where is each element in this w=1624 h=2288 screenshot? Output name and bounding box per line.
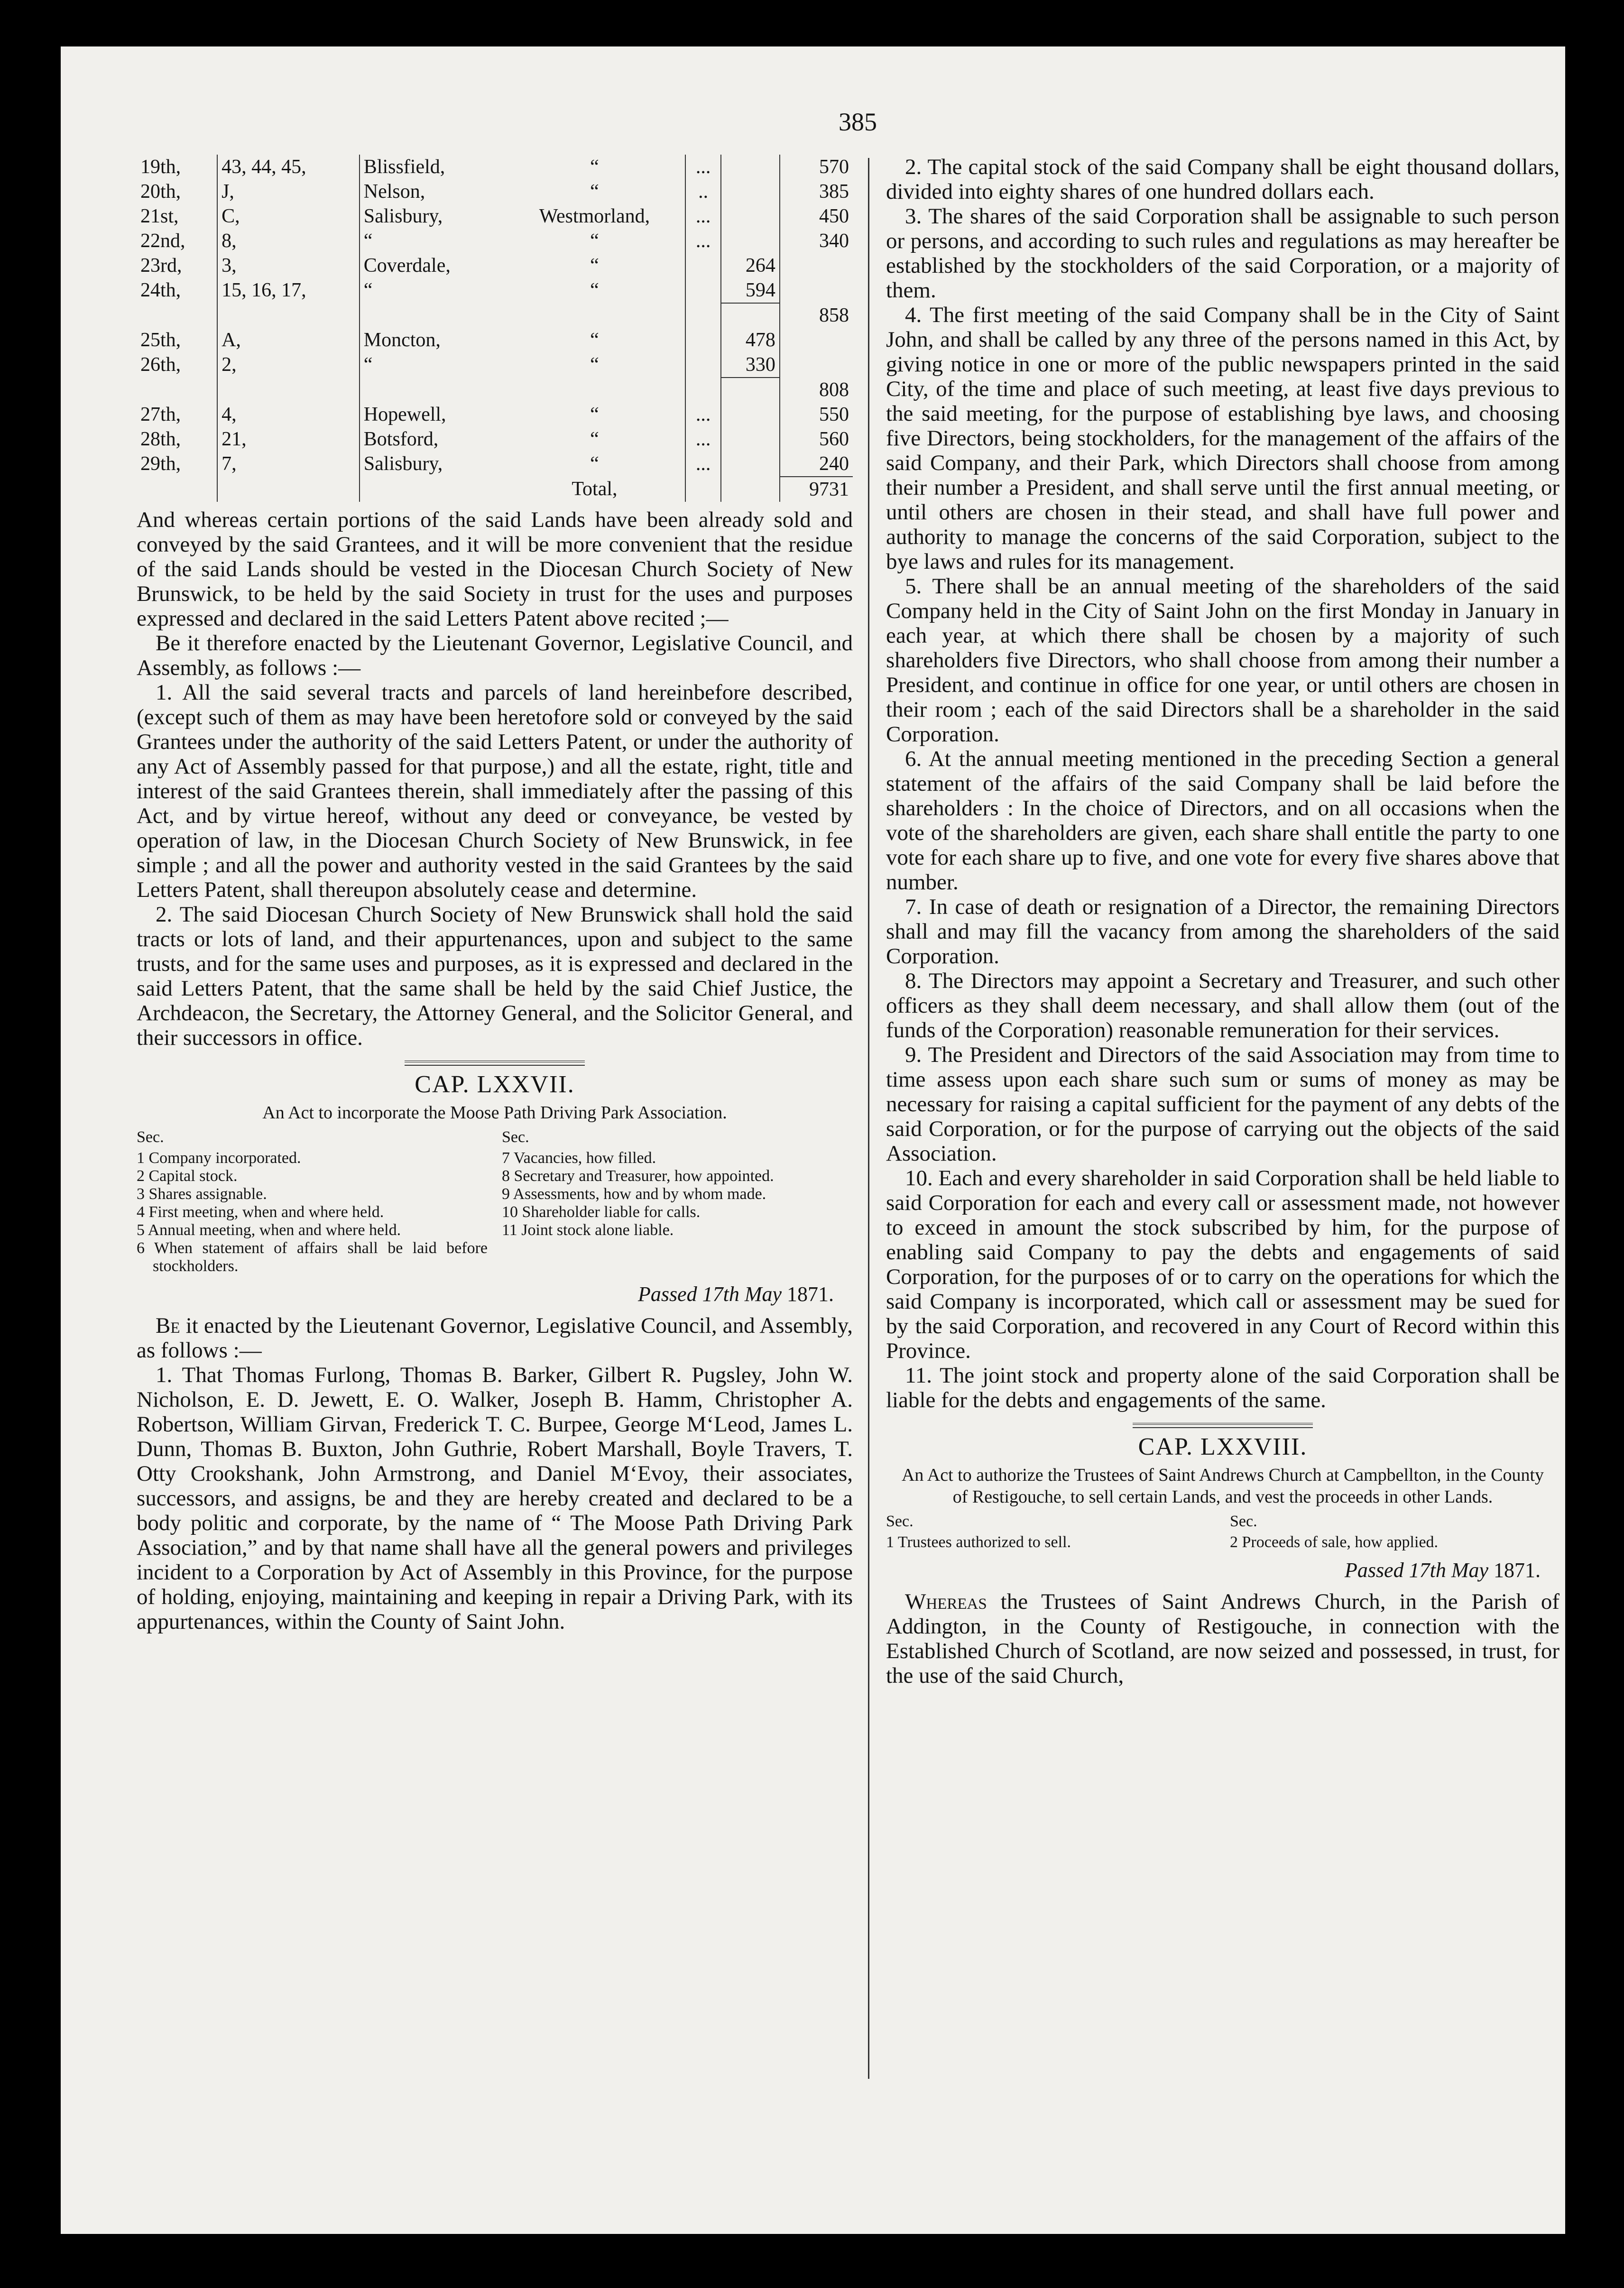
grant-cell-total: 240 — [780, 452, 853, 477]
grant-cell-parish: “ — [360, 229, 504, 253]
grant-cell-total: 808 — [780, 378, 853, 402]
sec-label: Sec. — [502, 1128, 529, 1146]
grant-row — [137, 328, 853, 352]
grant-cell-county: “ — [590, 230, 599, 252]
grant-cell-sub — [721, 303, 780, 328]
grant-cell-parish: Blissfield, — [360, 155, 504, 179]
grant-cell-dots — [685, 278, 721, 303]
grant-cell-parish — [360, 303, 504, 328]
grant-row — [137, 303, 853, 328]
section-list-item: 2 Proceeds of sale, how applied. — [1230, 1533, 1439, 1551]
grant-row — [137, 155, 853, 179]
grant-cell-sub: 478 — [721, 328, 780, 352]
cap-78-whereas: Whereas the Trustees of Saint Andrews Church, in the Parish of Addington, in the County of Restigouche, in connection with the Established Church of Scotland, are now seized and possessed, in trust, for the use of the said Church, — [886, 1589, 1559, 1688]
grant-cell-parish: Hopewell, — [360, 402, 504, 427]
grant-row — [137, 427, 853, 452]
grant-cell-county: “ — [590, 354, 599, 376]
grant-cell-parish: Moncton, — [360, 328, 504, 352]
grant-cell-ord — [137, 378, 217, 402]
grant-cell-county: “ — [590, 329, 599, 351]
section-list-item: 10 Shareholder liable for calls. — [502, 1203, 701, 1221]
grant-cell-ord: 27th, — [140, 404, 181, 425]
section-list-item: 2 Capital stock. — [137, 1167, 238, 1185]
grant-cell-lots: 8, — [217, 229, 360, 253]
cap-78-heading: CAP. LXXVIII. — [1138, 1433, 1308, 1460]
grant-cell-ord: 19th, — [140, 156, 181, 178]
grant-cell-dots: ... — [685, 402, 721, 427]
grant-cell-parish: Coverdale, — [360, 253, 504, 278]
grant-cell-sub: 330 — [721, 352, 780, 378]
grant-cell-total: 340 — [780, 229, 853, 253]
cap-77-title: An Act to incorporate the Moose Path Driving Park Association. — [262, 1103, 727, 1123]
document-page — [61, 46, 1565, 2234]
grant-cell-ord: 25th, — [140, 329, 181, 351]
grant-row — [137, 229, 853, 253]
grant-cell-parish: Botsford, — [360, 427, 504, 452]
grant-cell-sub — [721, 155, 780, 179]
grant-cell-dots: ... — [685, 452, 721, 477]
cap-77-section-2: 2. The capital stock of the said Company shall be eight thousand dollars, divided into eighty shares of one hundred dollars each. — [886, 155, 1559, 204]
grant-cell-parish: “ — [360, 278, 504, 303]
cap-78-title: An Act to authorize the Trustees of Saint Andrews Church at Campbellton, in the County of Restigouche, to sell certain Lands, and vest the proceeds in other Lands. — [901, 1465, 1544, 1507]
grant-cell-lots: 3, — [217, 253, 360, 278]
grant-cell-sub: 594 — [721, 278, 780, 303]
grant-cell-sub — [721, 427, 780, 452]
cap-78-passed-date: Passed 17th May 1871. — [1344, 1559, 1541, 1582]
left-column — [137, 155, 853, 1634]
grant-cell-dots: .. — [685, 179, 721, 204]
section-list-item: 4 First meeting, when and where held. — [137, 1203, 384, 1221]
section-list-item: 3 Shares assignable. — [137, 1185, 267, 1203]
grant-cell-lots: A, — [217, 328, 360, 352]
grant-cell-total: 560 — [780, 427, 853, 452]
grant-cell-dots — [685, 378, 721, 402]
whereas-paragraph: And whereas certain portions of the said Lands have been already sold and conveyed by the said Grantees, and it will be more convenient that the residue of the said Lands should be vested in the Diocesan Church Society of New Brunswick, to be held by the said Society in trust for the uses and purposes expressed and declared in the said Letters Patent above recited ;— — [137, 507, 853, 631]
cap-77-section-6: 6. At the annual meeting mentioned in the preceding Section a general statement of the affairs of the said Company shall be laid before the shareholders : In the choice of Directors, and on all occasions when the vote of the shareholders are given, each share shall entitle the party to one vote for each share up to five, and one vote for every five shares above that number. — [886, 747, 1559, 895]
cap-77-section-8: 8. The Directors may appoint a Secretary and Treasurer, and such other officers as they shall deem necessary, and shall allow them (out of the funds of the Corporation) reasonable remuneration for their services. — [886, 969, 1559, 1043]
grant-row — [137, 402, 853, 427]
grant-cell-total: 570 — [780, 155, 853, 179]
cap-77-section-10: 10. Each and every shareholder in said Corporation shall be held liable to said Corporation for each and every call or assessment made, not however to exceed in amount the stock subscribed by him, for the purpose of enabling said Company to pay the debts and engagements of said Corporation, for the purposes of or to carry on the operations for which the said Company is incorporated, which call or assessment may be sued for by the said Corporation, and recovered in any Court of Record within this Province. — [886, 1166, 1559, 1363]
grant-cell-county: “ — [590, 453, 599, 475]
right-column — [886, 155, 1559, 1688]
grant-cell-total — [780, 253, 853, 278]
grant-row — [137, 204, 853, 229]
grants-table — [137, 155, 853, 502]
cap-77-section-4: 4. The first meeting of the said Company shall be in the City of Saint John, and shall be called by any three of the persons named in this Act, by giving notice in one or more of the public newspapers printed in the said City, of the time and place of such meeting, at least five days previous to the said meeting, for the purpose of establishing bye laws, and choosing five Directors, being stockholders, for the management of the affairs of the said Company, and their Park, which Directors shall choose from among their number a President, and shall serve until the first annual meeting, or until others are chosen in their stead, and shall have full power and authority to manage the concerns of the said Corporation, subject to the bye laws and rules for its management. — [886, 303, 1559, 574]
grant-cell-ord: 29th, — [140, 453, 181, 475]
grant-row — [137, 179, 853, 204]
grant-cell-total — [780, 278, 853, 303]
grant-row — [137, 352, 853, 378]
grant-cell-ord: 28th, — [140, 428, 181, 450]
cap-77-section-9: 9. The President and Directors of the said Association may from time to time assess upon each share such sum or sums of money as may be necessary for raising a capital sufficient for the payment of any debts of the said Corporation, or for the purpose of carrying out the objects of the said Association. — [886, 1043, 1559, 1166]
grant-cell-total: 450 — [780, 204, 853, 229]
grant-cell-ord — [137, 303, 217, 328]
total-label: Total, — [572, 478, 618, 500]
section-list-item: 7 Vacancies, how filled. — [502, 1149, 656, 1167]
grant-cell-ord: 21st, — [140, 205, 179, 227]
grant-cell-sub — [721, 452, 780, 477]
grant-cell-lots: 21, — [217, 427, 360, 452]
cap-77-passed-date: Passed 17th May 1871. — [637, 1282, 834, 1306]
grant-cell-sub — [721, 204, 780, 229]
grant-cell-ord: 24th, — [140, 279, 181, 301]
grant-cell-lots: 7, — [217, 452, 360, 477]
sec-label: Sec. — [886, 1513, 914, 1530]
grant-cell-lots: J, — [217, 179, 360, 204]
grant-row — [137, 278, 853, 303]
grant-cell-ord: 23rd, — [140, 255, 182, 277]
grant-cell-county: “ — [590, 404, 599, 425]
grant-cell-county: “ — [590, 156, 599, 178]
grant-cell-total — [780, 352, 853, 378]
cap-77-heading: CAP. LXXVII. — [415, 1071, 575, 1098]
sec-label: Sec. — [137, 1128, 164, 1146]
grant-row — [137, 378, 853, 402]
grant-cell-dots — [685, 328, 721, 352]
grant-cell-lots: 15, 16, 17, — [217, 278, 360, 303]
grant-cell-sub — [721, 402, 780, 427]
cap-77-section-7: 7. In case of death or resignation of a Director, the remaining Directors shall and may fill the vacancy from among the shareholders of the said Corporation. — [886, 895, 1559, 969]
grant-cell-lots: 43, 44, 45, — [217, 155, 360, 179]
sec-label: Sec. — [1230, 1513, 1257, 1530]
grant-cell-ord: 22nd, — [140, 230, 185, 252]
grant-cell-dots — [685, 303, 721, 328]
grant-cell-ord: 20th, — [140, 181, 181, 203]
grant-cell-dots: ... — [685, 427, 721, 452]
grant-cell-sub — [721, 378, 780, 402]
grant-cell-county — [504, 303, 685, 328]
cap-77-section-list — [137, 1128, 853, 1275]
grant-cell-total: 858 — [780, 303, 853, 328]
cap-78-section-list — [886, 1513, 1559, 1551]
section-list-item: 8 Secretary and Treasurer, how appointed. — [502, 1167, 774, 1185]
grant-cell-parish: “ — [360, 352, 504, 378]
section-list-item: 6 When statement of affairs shall be laid before stockholders. — [137, 1239, 488, 1275]
grant-cell-lots: 4, — [217, 402, 360, 427]
grant-cell-dots: ... — [685, 204, 721, 229]
section-list-item: 11 Joint stock alone liable. — [502, 1221, 674, 1239]
grant-cell-county: Westmorland, — [539, 205, 650, 227]
grants-total-row — [137, 477, 853, 502]
total-value: 9731 — [780, 477, 853, 502]
grant-cell-lots: C, — [217, 204, 360, 229]
grant-cell-county: “ — [590, 428, 599, 450]
grant-cell-dots: ... — [685, 229, 721, 253]
enacting-clause: Be it therefore enacted by the Lieutenant Governor, Legislative Council, and Assembly, as follows :— — [137, 631, 853, 680]
grant-cell-county — [504, 378, 685, 402]
grant-cell-parish — [360, 378, 504, 402]
grant-cell-county: “ — [590, 279, 599, 301]
grant-cell-parish: Salisbury, — [360, 452, 504, 477]
grant-cell-ord: 26th, — [140, 354, 181, 376]
cap-77-section-3: 3. The shares of the said Corporation shall be assignable to such person or persons, and according to such rules and regulations as may hereafter be established by the stockholders of the said Corporation, or a majority of them. — [886, 204, 1559, 303]
section-2-text: 2. The said Diocesan Church Society of New Brunswick shall hold the said tracts or lots of land, and their appurtenances, upon and subject to the same trusts, and for the same uses and purposes, as it is expressed and declared in the said Letters Patent, that the same shall be held by the said Chief Justice, the Archdeacon, the Secretary, the Attorney General, and the Solicitor General, and their successors in office. — [137, 902, 853, 1050]
column-divider — [868, 158, 869, 2079]
grant-cell-county: “ — [590, 255, 599, 277]
grant-row — [137, 452, 853, 477]
cap-77-section-11: 11. The joint stock and property alone of the said Corporation shall be liable for the debts and engagements of the same. — [886, 1363, 1559, 1412]
grant-cell-parish: Nelson, — [360, 179, 504, 204]
grant-cell-dots: ... — [685, 155, 721, 179]
grant-cell-lots: 2, — [217, 352, 360, 378]
grant-cell-sub — [721, 229, 780, 253]
page-number: 385 — [839, 108, 877, 136]
grant-cell-lots — [217, 303, 360, 328]
grant-row — [137, 253, 853, 278]
section-list-item: 1 Company incorporated. — [137, 1149, 301, 1167]
section-1-text: 1. All the said several tracts and parcels of land hereinbefore described, (except such of them as may have been heretofore sold or conveyed by the said Grantees under the authority of the said Letters Patent, or under the authority of any Act of Assembly passed for that purpose,) and all the estate, right, title and interest of the said Grantees therein, shall immediately after the passing of this Act, and by virtue hereof, without any deed or conveyance, be vested by operation of law, in the Diocesan Church Society of New Brunswick, in fee simple ; and all the power and authority vested in the said Grantees by the said Letters Patent, shall thereupon absolutely cease and determine. — [137, 680, 853, 902]
grant-cell-total: 385 — [780, 179, 853, 204]
grant-cell-sub — [721, 179, 780, 204]
section-list-item: 5 Annual meeting, when and where held. — [137, 1221, 401, 1239]
grant-cell-dots — [685, 253, 721, 278]
grant-cell-county: “ — [590, 181, 599, 203]
grant-cell-parish: Salisbury, — [360, 204, 504, 229]
grant-cell-dots — [685, 352, 721, 378]
chapter-rule — [405, 1061, 585, 1066]
grant-cell-sub: 264 — [721, 253, 780, 278]
chapter-rule — [1133, 1423, 1313, 1428]
cap-77-enacting-clause: Be it enacted by the Lieutenant Governor, Legislative Council, and Assembly, as follows :— — [137, 1313, 853, 1363]
section-list-item: 9 Assessments, how and by whom made. — [502, 1185, 766, 1203]
cap-77-section-5: 5. There shall be an annual meeting of the shareholders of the said Company held in the City of Saint John on the first Monday in January in each year, at which there shall be chosen by a majority of such shareholders five Directors, who shall choose from among their number a President, and continue in office for one year, or until others are chosen in their room ; each of the said Directors shall be a shareholder in the said Corporation. — [886, 574, 1559, 747]
grant-cell-total — [780, 328, 853, 352]
section-list-item: 1 Trustees authorized to sell. — [886, 1533, 1071, 1551]
cap-77-section-1: 1. That Thomas Furlong, Thomas B. Barker, Gilbert R. Pugsley, John W. Nicholson, E. D. Jewett, E. O. Walker, Joseph B. Hamm, Christopher A. Robertson, William Girvan, Frederick T. C. Burpee, George M‘Leod, James L. Dunn, Thomas B. Buxton, John Guthrie, Robert Marshall, Boyle Travers, T. Otty Crookshank, John Armstrong, and Daniel M‘Evoy, their associates, successors, and assigns, be and they are hereby created and declared to be a body politic and corporate, by the name of “ The Moose Path Driving Park Association,” and by that name shall have all the general powers and privileges incident to a Corporation by Act of Assembly in this Province, for the purpose of holding, enjoying, maintaining and keeping in repair a Driving Park, with its appurtenances, within the County of Saint John. — [137, 1363, 853, 1634]
grant-cell-total: 550 — [780, 402, 853, 427]
grant-cell-lots — [217, 378, 360, 402]
